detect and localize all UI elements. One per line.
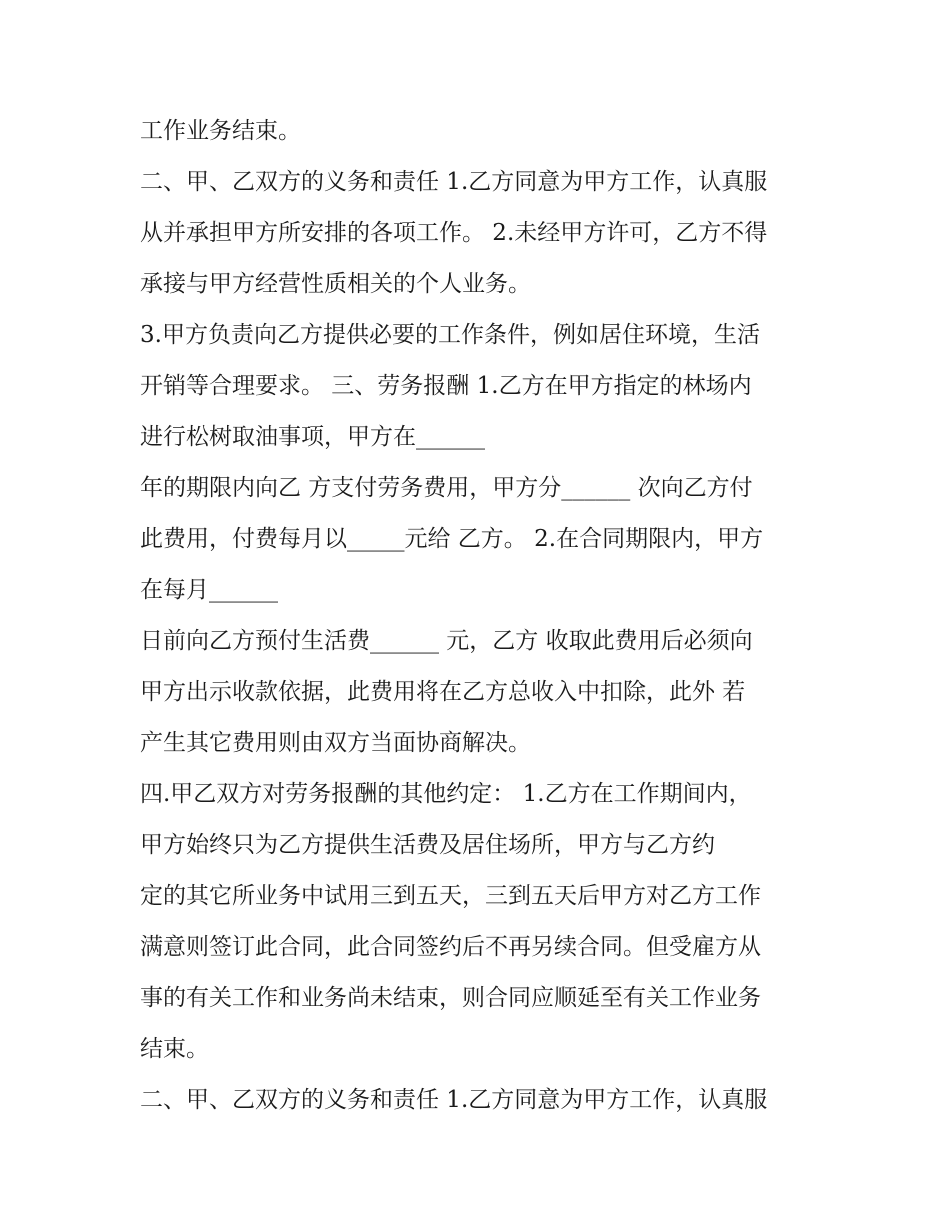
text-line: 进行松树取油事项，甲方在______: [140, 424, 485, 450]
text-line: 二、甲、乙双方的义务和责任 1.乙方同意为甲方工作，认真服: [140, 1087, 768, 1113]
text-line: 甲方出示收款依据，此费用将在乙方总收入中扣除，此外 若: [140, 679, 746, 705]
text-line: 3.甲方负责向乙方提供必要的工作条件，例如居住环境，生活: [140, 322, 760, 348]
text-line: 在每月______: [140, 577, 278, 603]
text-line: 从并承担甲方所安排的各项工作。 2.未经甲方许可，乙方不得: [140, 220, 768, 246]
text-line: 产生其它费用则由双方当面协商解决。: [140, 730, 531, 756]
text-line: 二、甲、乙双方的义务和责任 1.乙方同意为甲方工作，认真服: [140, 169, 768, 195]
text-line: 四.甲乙双方对劳务报酬的其他约定： 1.乙方在工作期间内，: [140, 781, 752, 807]
text-line: 承接与甲方经营性质相关的个人业务。: [140, 271, 531, 297]
text-line: 年的期限内向乙 方支付劳务费用，甲方分______ 次向乙方付: [140, 475, 753, 501]
text-line: 日前向乙方预付生活费______ 元，乙方 收取此费用后必须向: [140, 628, 753, 654]
text-line: 工作业务结束。: [140, 118, 301, 144]
text-line: 结束。: [140, 1036, 209, 1062]
text-line: 开销等合理要求。 三、劳务报酬 1.乙方在甲方指定的林场内: [140, 373, 752, 399]
text-line: 甲方始终只为乙方提供生活费及居住场所，甲方与乙方约: [140, 832, 715, 858]
text-line: 定的其它所业务中试用三到五天，三到五天后甲方对乙方工作: [140, 883, 761, 909]
text-line: 满意则签订此合同，此合同签约后不再另续合同。但受雇方从: [140, 934, 761, 960]
document-body: [140, 106, 830, 1126]
text-line: 事的有关工作和业务尚未结束，则合同应顺延至有关工作业务: [140, 985, 761, 1011]
text-line: 此费用，付费每月以_____元给 乙方。 2.在合同期限内，甲方: [140, 526, 764, 552]
